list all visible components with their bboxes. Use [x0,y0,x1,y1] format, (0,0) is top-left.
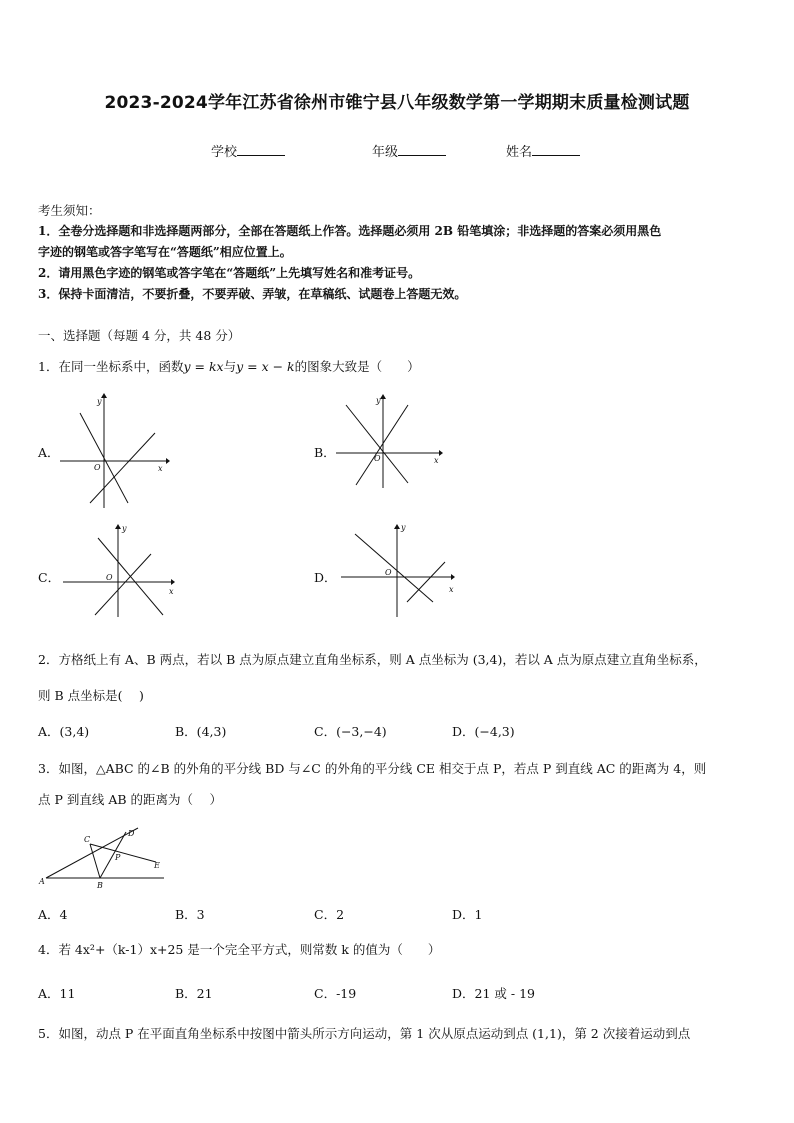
question-3-stem: 点 P 到直线 AB 的距离为（ ） [38,792,222,807]
q1-option-c-label: C． [38,570,61,585]
notice-item: 2．请用黑色字迹的钢笔或答字笔在“答题纸”上先填写姓名和准考证号。 [38,266,421,280]
x-axis-label: x [158,464,163,473]
q2-option-d: D．(−4,3) [452,724,515,739]
point-e-label: E [154,861,160,870]
question-1-stem [38,357,420,377]
school-label: 学校 [211,145,238,160]
y-axis-arrow-icon [380,394,386,399]
line-bd [100,832,126,878]
y-axis-label: y [97,397,102,406]
line-1 [346,405,408,483]
question-3-stem: 3．如图，△ABC 的∠B 的外角的平分线 BD 与∠C 的外角的平分线 CE 相交于点 P，若点 P 到直线 AC 的距离为 4，则 [38,761,707,776]
q1-option-b-label: B． [314,445,336,460]
x-axis-arrow-icon [451,574,455,580]
y-axis-label: y [376,396,381,405]
q1-equation-2: y = x − k [236,359,295,374]
q3-option-c: C．2 [314,907,345,922]
y-axis-arrow-icon [115,524,121,529]
question-4-stem: 4．若 4x²+（k-1）x+25 是一个完全平方式，则常数 k 的值为（ ） [38,942,441,957]
y-axis-arrow-icon [394,524,400,529]
y-axis-label: y [401,523,406,532]
school-field [211,141,285,160]
q2-option-c: C．(−3,−4) [314,724,387,739]
q1-graph-d [341,522,459,622]
q1-graph-b [336,393,446,488]
q4-option-c: C．-19 [314,986,357,1001]
y-axis-label: y [122,524,127,533]
q1-graph-a [60,393,170,508]
q1-graph-c [63,522,178,622]
point-p-label: P [115,853,121,862]
question-2-stem: 则 B 点坐标是( ) [38,688,144,703]
point-c-label: C [84,835,91,844]
origin-label: O [374,454,381,463]
point-d-label: D [128,829,135,838]
q1-text: 与 [223,359,237,374]
q4-option-a: A．11 [38,986,76,1001]
grade-label: 年级 [372,145,399,160]
q4-option-d: D．21 或 - 19 [452,986,535,1001]
q1-equation-1: y = kx [183,359,224,374]
line-ce [90,844,156,862]
x-axis-arrow-icon [171,579,175,585]
section-heading: 一、选择题（每题 4 分，共 48 分） [38,328,241,343]
notice-item: 3．保持卡面清洁，不要折叠，不要弄破、弄皱，在草稿纸、试题卷上答题无效。 [38,287,467,301]
grade-field [372,141,446,160]
school-blank [237,143,285,156]
q1-option-a-label: A． [38,445,60,460]
notice-heading: 考生须知： [38,203,101,218]
notice-item: 1．全卷分选择题和非选择题两部分，全部在答题纸上作答。选择题必须用 2B 铅笔填涂；非选择题的答案必须用黑色 [38,224,662,238]
line-2 [95,554,151,615]
q4-option-b: B．21 [175,986,213,1001]
x-axis-label: x [449,585,454,594]
x-axis-label: x [434,456,439,465]
origin-label: O [385,568,392,577]
notice-item: 字迹的钢笔或答字笔写在“答题纸”相应位置上。 [38,245,292,259]
q3-option-d: D．1 [452,907,483,922]
point-a-label: A [39,877,45,886]
q2-option-b: B．(4,3) [175,724,227,739]
name-blank [532,143,580,156]
x-axis-label: x [169,587,174,596]
line-1 [355,534,433,602]
q3-figure [38,822,168,892]
page-title: 2023-2024学年江苏省徐州市锥宁县八年级数学第一学期期末质量检测试题 [104,93,690,113]
origin-label: O [106,573,113,582]
q1-option-d-label: D． [314,570,337,585]
x-axis-arrow-icon [439,450,443,456]
q1-text: 1．在同一坐标系中，函数 [38,359,184,374]
q3-option-a: A．4 [38,907,68,922]
question-2-stem: 2．方格纸上有 A、B 两点，若以 B 点为原点建立直角坐标系，则 A 点坐标为 (3,4)，若以 A 点为原点建立直角坐标系， [38,652,707,667]
q2-option-a: A．(3,4) [38,724,90,739]
x-axis-arrow-icon [166,458,170,464]
question-5-stem: 5．如图，动点 P 在平面直角坐标系中按图中箭头所示方向运动，第 1 次从原点运动到点 (1,1)，第 2 次接着运动到点 [38,1026,691,1041]
grade-blank [398,143,446,156]
q3-option-b: B．3 [175,907,205,922]
name-field [506,141,580,160]
point-b-label: B [97,881,103,890]
q1-text: 的图象大致是（ ） [294,359,420,374]
name-label: 姓名 [506,145,533,160]
origin-label: O [94,463,101,472]
y-axis-arrow-icon [101,393,107,398]
